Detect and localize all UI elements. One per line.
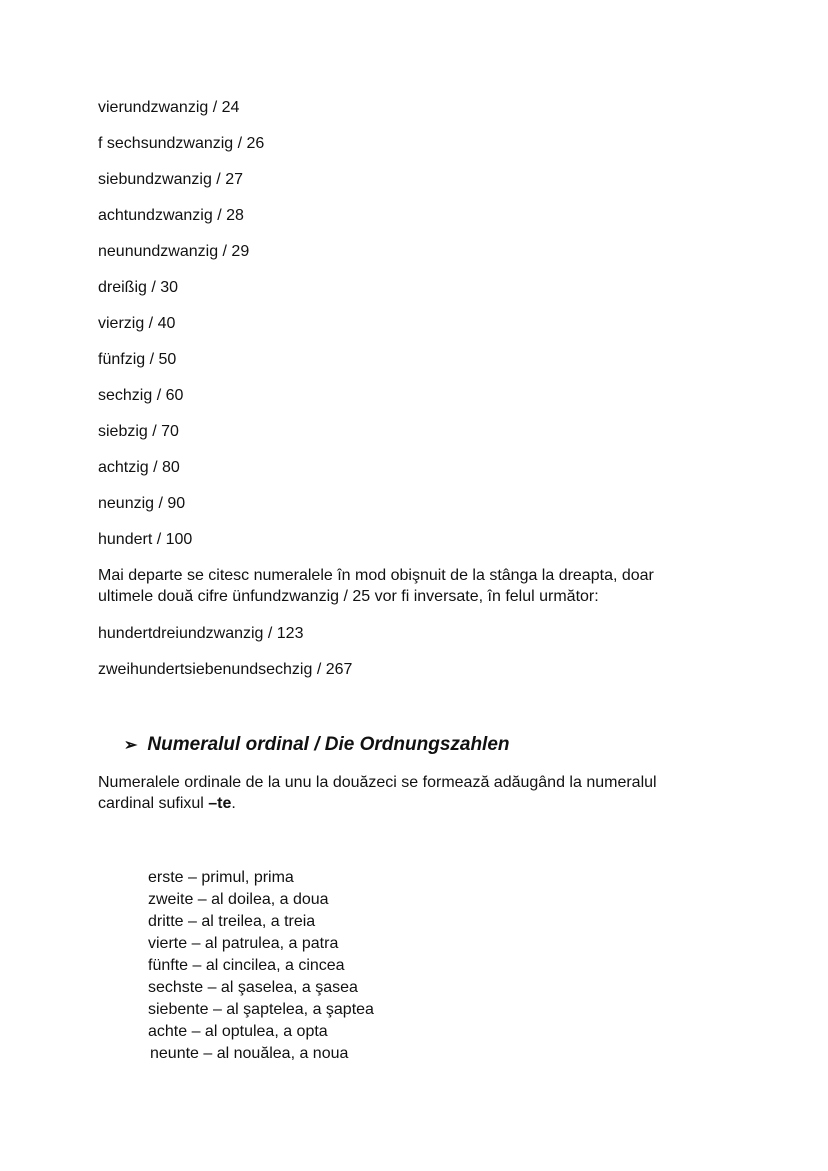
paragraph-line: Numeralele ordinale de la unu la douăzeci se formează adăugând la numeralul xyxy=(98,774,657,791)
cardinal-item: siebzig / 70 xyxy=(98,423,179,440)
ordinal-item: fünfte – al cincilea, a cincea xyxy=(148,957,345,974)
text: cardinal sufixul xyxy=(98,795,209,812)
cardinal-item: vierzig / 40 xyxy=(98,315,176,332)
cardinal-item: neunundzwanzig / 29 xyxy=(98,243,250,260)
cardinal-item: vierundzwanzig / 24 xyxy=(98,99,240,116)
cardinal-item: neunzig / 90 xyxy=(98,495,186,512)
arrow-bullet-icon: ➢ xyxy=(124,737,138,754)
example-item: zweihundertsiebenundsechzig / 267 xyxy=(98,661,353,678)
ordinal-item: siebente – al şaptelea, a şaptea xyxy=(148,1001,374,1018)
ordinal-item: vierte – al patrulea, a patra xyxy=(148,935,339,952)
text: . xyxy=(231,795,236,812)
ordinal-item: dritte – al treilea, a treia xyxy=(148,913,316,930)
paragraph-line xyxy=(98,794,236,814)
cardinal-item: f sechsundzwanzig / 26 xyxy=(98,135,265,152)
suffix-bold: –te xyxy=(208,795,232,812)
cardinal-item: achtundzwanzig / 28 xyxy=(98,207,244,224)
cardinal-item: siebundzwanzig / 27 xyxy=(98,171,243,188)
cardinal-item: dreißig / 30 xyxy=(98,279,179,296)
ordinal-item: sechste – al şaselea, a şasea xyxy=(148,979,358,996)
heading-text: Numeralul ordinal / Die Ordnungszahlen xyxy=(147,734,510,755)
cardinal-item: achtzig / 80 xyxy=(98,459,180,476)
paragraph-line: Mai departe se citesc numeralele în mod obişnuit de la stânga la dreapta, doar xyxy=(98,567,654,584)
cardinal-item: sechzig / 60 xyxy=(98,387,184,404)
ordinal-item: zweite – al doilea, a doua xyxy=(148,891,329,908)
ordinal-item: neunte – al nouălea, a noua xyxy=(150,1045,349,1062)
cardinal-item: fünfzig / 50 xyxy=(98,351,177,368)
ordinal-list xyxy=(148,867,374,1065)
cardinal-list xyxy=(98,98,264,566)
paragraph-line: ultimele două cifre ünfundzwanzig / 25 vor fi inversate, în felul următor: xyxy=(98,588,599,605)
ordinal-item: erste – primul, prima xyxy=(148,869,294,886)
example-item: hundertdreiundzwanzig / 123 xyxy=(98,625,304,642)
ordinal-item: achte – al optulea, a opta xyxy=(148,1023,328,1040)
cardinal-item: hundert / 100 xyxy=(98,531,193,548)
section-heading xyxy=(124,733,510,758)
